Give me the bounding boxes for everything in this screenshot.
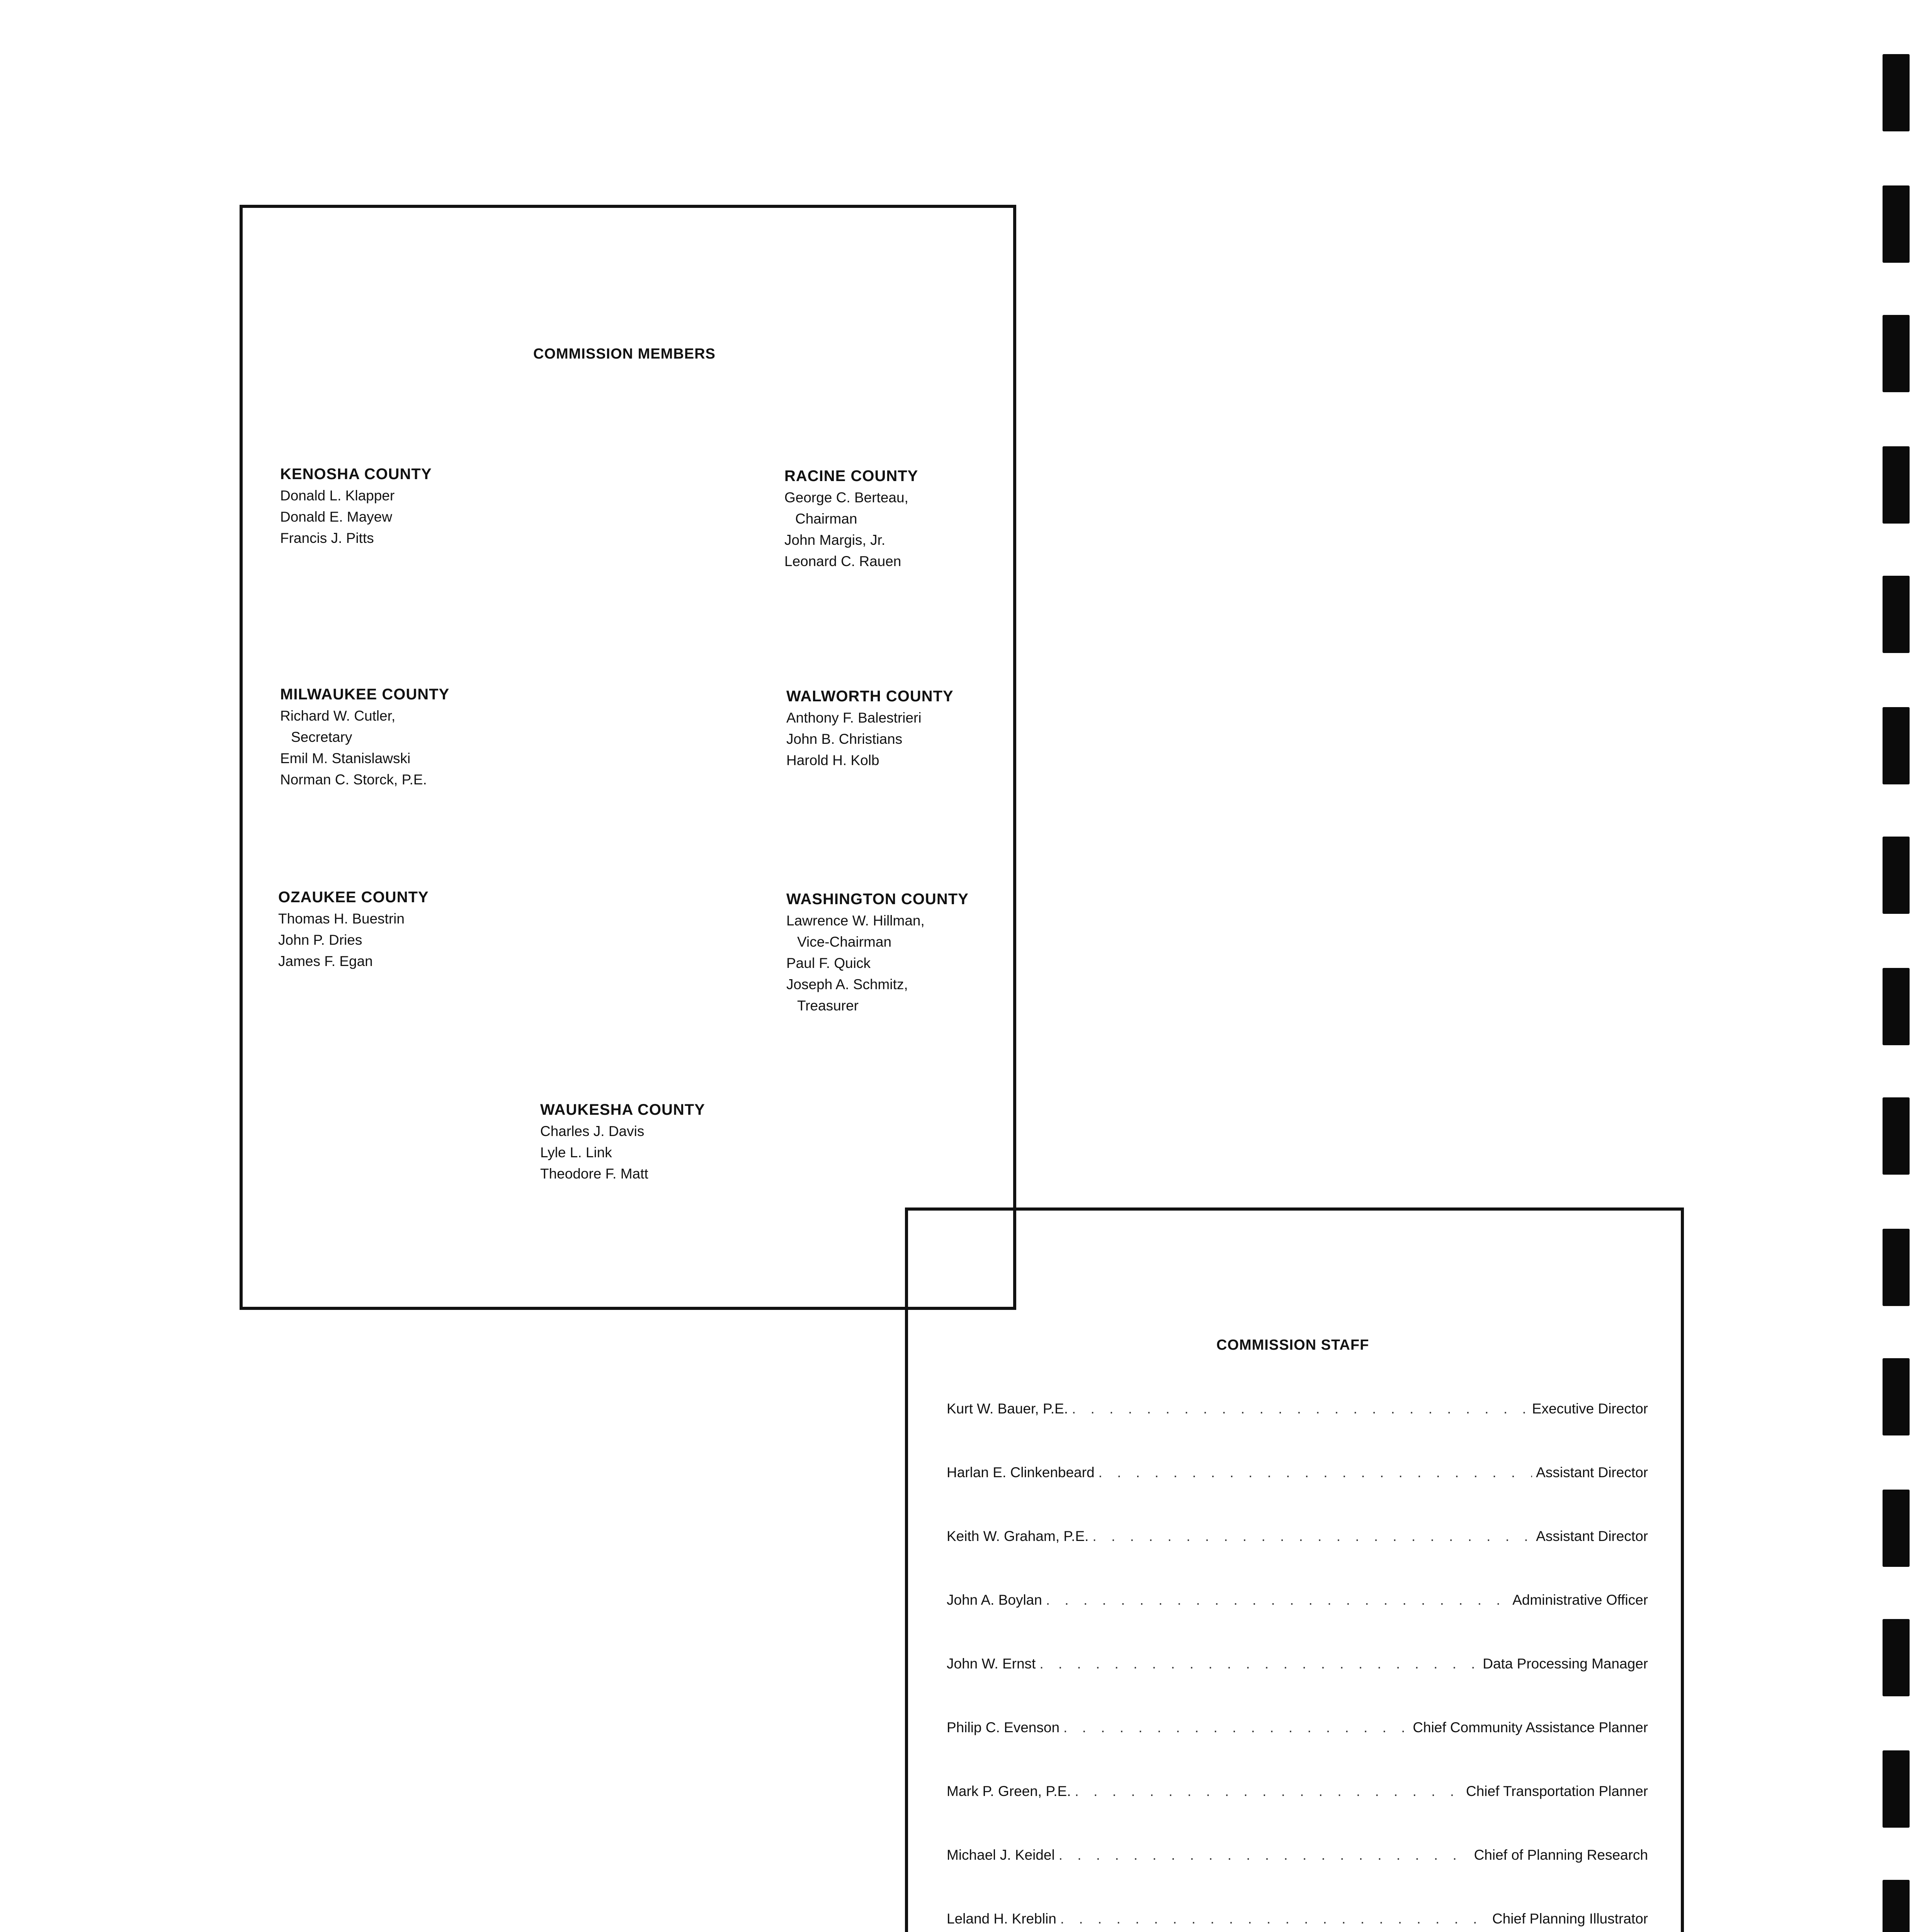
member-name: Emil M. Stanislawski xyxy=(280,750,411,766)
staff-title: Administrative Officer xyxy=(1512,1592,1648,1608)
member-name: John Margis, Jr. xyxy=(784,532,886,548)
staff-row xyxy=(947,1847,1648,1870)
staff-row xyxy=(947,1783,1648,1806)
member-name: Francis J. Pitts xyxy=(280,530,374,546)
member-office: Vice-Chairman xyxy=(797,934,892,950)
member-name: Paul F. Quick xyxy=(786,955,871,971)
county-name: MILWAUKEE COUNTY xyxy=(280,686,450,703)
staff-row xyxy=(947,1592,1648,1615)
staff-row xyxy=(947,1401,1648,1424)
binding-mark xyxy=(1883,837,1910,914)
staff-name: Michael J. Keidel xyxy=(947,1847,1055,1863)
staff-name: John A. Boylan xyxy=(947,1592,1042,1608)
county-name: KENOSHA COUNTY xyxy=(280,466,432,483)
staff-row xyxy=(947,1911,1648,1932)
member-name: Lawrence W. Hillman, xyxy=(786,913,925,929)
staff-name: Keith W. Graham, P.E. xyxy=(947,1528,1089,1544)
binding-mark xyxy=(1883,1097,1910,1175)
member-name: Charles J. Davis xyxy=(540,1123,645,1139)
binding-mark xyxy=(1883,315,1910,392)
county-name: WAUKESHA COUNTY xyxy=(540,1101,705,1118)
member-name: Thomas H. Buestrin xyxy=(278,911,405,927)
binding-mark xyxy=(1883,185,1910,263)
county-milwaukee xyxy=(280,684,449,790)
member-name: Donald L. Klapper xyxy=(280,488,395,503)
binding-mark xyxy=(1883,707,1910,784)
staff-name: Leland H. Kreblin xyxy=(947,1911,1056,1927)
binding-mark xyxy=(1883,1490,1910,1567)
staff-title: Data Processing Manager xyxy=(1483,1656,1648,1672)
staff-row xyxy=(947,1464,1648,1488)
leader-dots xyxy=(1075,1783,1462,1799)
county-kenosha xyxy=(280,464,432,549)
member-name: Richard W. Cutler, xyxy=(280,708,396,724)
leader-dots xyxy=(1092,1528,1532,1544)
binding-mark xyxy=(1883,1880,1910,1932)
member-name: Joseph A. Schmitz, xyxy=(786,976,908,992)
member-office: Secretary xyxy=(291,729,352,745)
member-office: Chairman xyxy=(795,511,857,527)
staff-title: Chief Planning Illustrator xyxy=(1492,1911,1648,1927)
binding-mark xyxy=(1883,54,1910,131)
leader-dots xyxy=(1046,1592,1509,1608)
county-washington xyxy=(786,889,969,1016)
member-name: Harold H. Kolb xyxy=(786,752,879,768)
member-name: Donald E. Mayew xyxy=(280,509,392,525)
staff-name: Kurt W. Bauer, P.E. xyxy=(947,1401,1068,1417)
staff-name: Harlan E. Clinkenbeard xyxy=(947,1464,1095,1480)
binding-mark xyxy=(1883,446,1910,524)
county-waukesha xyxy=(540,1099,705,1184)
county-racine xyxy=(784,466,918,572)
leader-dots xyxy=(1039,1656,1479,1672)
county-walworth xyxy=(786,686,954,771)
staff-title: Chief Transportation Planner xyxy=(1466,1783,1648,1799)
binding-mark xyxy=(1883,968,1910,1045)
staff-title: Assistant Director xyxy=(1536,1528,1648,1544)
binding-mark xyxy=(1883,1619,1910,1696)
member-office: Treasurer xyxy=(797,998,859,1014)
county-name: WASHINGTON COUNTY xyxy=(786,891,969,908)
member-name: Theodore F. Matt xyxy=(540,1166,648,1182)
county-name: WALWORTH COUNTY xyxy=(786,688,954,705)
leader-dots xyxy=(1060,1911,1488,1927)
staff-name: Philip C. Evenson xyxy=(947,1719,1060,1735)
member-name: George C. Berteau, xyxy=(784,490,908,505)
member-name: Leonard C. Rauen xyxy=(784,553,901,569)
member-name: Norman C. Storck, P.E. xyxy=(280,772,427,787)
commission-staff-title: COMMISSION STAFF xyxy=(1216,1337,1369,1353)
leader-dots xyxy=(1099,1464,1532,1481)
county-name: OZAUKEE COUNTY xyxy=(278,889,429,906)
binding-mark xyxy=(1883,1358,1910,1435)
staff-row xyxy=(947,1528,1648,1551)
commission-members-title: COMMISSION MEMBERS xyxy=(533,346,716,362)
binding-mark xyxy=(1883,1750,1910,1828)
commission-staff-box xyxy=(905,1208,1684,1932)
binding-mark xyxy=(1883,576,1910,653)
leader-dots xyxy=(1059,1847,1470,1863)
member-name: Lyle L. Link xyxy=(540,1145,612,1160)
staff-row xyxy=(947,1719,1648,1743)
staff-name: John W. Ernst xyxy=(947,1656,1036,1672)
staff-name: Mark P. Green, P.E. xyxy=(947,1783,1071,1799)
member-name: John P. Dries xyxy=(278,932,362,948)
county-name: RACINE COUNTY xyxy=(784,468,918,485)
member-name: James F. Egan xyxy=(278,953,373,969)
staff-title: Executive Director xyxy=(1532,1401,1648,1417)
staff-title: Chief Community Assistance Planner xyxy=(1413,1719,1648,1735)
binding-mark xyxy=(1883,1229,1910,1306)
county-ozaukee xyxy=(278,887,429,972)
member-name: John B. Christians xyxy=(786,731,903,747)
leader-dots xyxy=(1063,1719,1409,1736)
member-name: Anthony F. Balestrieri xyxy=(786,710,922,726)
staff-title: Assistant Director xyxy=(1536,1464,1648,1480)
staff-row xyxy=(947,1656,1648,1679)
staff-title: Chief of Planning Research xyxy=(1474,1847,1648,1863)
leader-dots xyxy=(1072,1401,1528,1417)
